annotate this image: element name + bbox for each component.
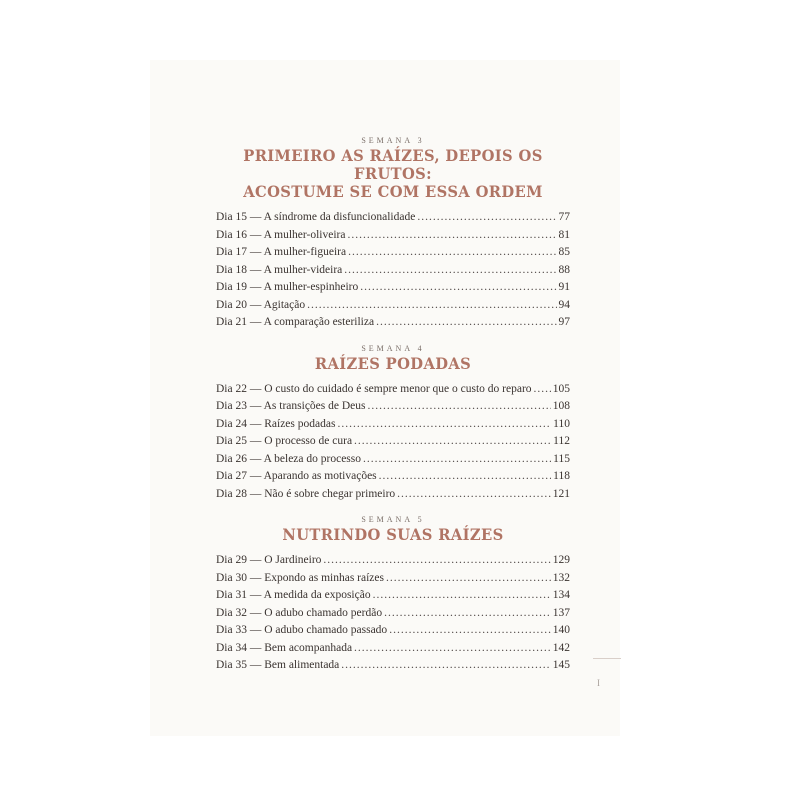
toc-entry: [216, 657, 570, 675]
week-section: [216, 136, 570, 332]
toc-entry-title: A mulher-espinheiro: [263, 281, 359, 293]
toc-entry-page: 129: [552, 554, 570, 566]
toc-entry: [216, 468, 570, 486]
toc-entry: [216, 570, 570, 588]
toc-entry-day: Dia 32: [216, 606, 247, 619]
toc-entry-dash: —: [246, 487, 265, 500]
toc-entry-page: 145: [552, 659, 570, 671]
toc-entry-text: [216, 314, 374, 332]
toc-entry-day: Dia 20: [216, 298, 247, 311]
week-title-line: PRIMEIRO AS RAÍZES, DEPOIS OS FRUTOS:: [243, 146, 543, 183]
toc-entry-page: 94: [558, 298, 570, 311]
toc-entry-dash: —: [246, 624, 265, 636]
toc-entry-page: 77: [558, 211, 570, 223]
toc-entry: [216, 227, 570, 245]
toc-entry-page: 140: [552, 624, 570, 636]
week-title-line: RAÍZES PODADAS: [314, 353, 472, 373]
toc-entry-title: O processo de cura: [264, 435, 353, 447]
toc-entry: [216, 552, 570, 570]
toc-entry-page: 110: [553, 417, 570, 430]
toc-leader-dots: [386, 570, 551, 588]
toc-entry: [216, 416, 570, 434]
toc-entry-dash: —: [246, 571, 265, 584]
toc-entry-day: Dia 34: [216, 641, 247, 654]
toc-entry-page: 105: [552, 382, 570, 395]
toc-entry-title: A mulher-figueira: [263, 246, 347, 258]
toc-leader-dots: [363, 451, 551, 469]
toc-entry-page: 132: [552, 571, 570, 584]
toc-leader-dots: [341, 657, 550, 675]
toc-entry-text: [216, 416, 335, 434]
toc-entry-day: Dia 29: [216, 554, 247, 566]
toc-entry-text: [216, 570, 384, 588]
week-label: SEMANA 4: [361, 343, 425, 353]
toc-entry: [216, 279, 570, 297]
toc-leader-dots: [373, 587, 551, 605]
toc-leader-dots: [344, 262, 556, 280]
toc-entry-dash: —: [246, 417, 265, 430]
toc-entry: [216, 640, 570, 658]
toc-entry-day: Dia 35: [216, 659, 247, 671]
toc-entry-text: [216, 398, 366, 416]
toc-entry-title: A mulher-videira: [263, 263, 343, 276]
toc-entry: [216, 381, 570, 399]
toc-entry-dash: —: [246, 298, 264, 311]
toc-entry-day: Dia 33: [216, 624, 247, 636]
toc-entry: [216, 605, 570, 623]
toc-entry-page: 108: [552, 400, 570, 412]
toc-entry-dash: —: [246, 281, 264, 293]
toc-entry-day: Dia 21: [216, 316, 247, 328]
toc-entry-dash: —: [246, 263, 264, 276]
toc-entry-dash: —: [246, 659, 265, 671]
toc-entry: [216, 398, 570, 416]
toc-entry-text: [216, 657, 339, 675]
toc-leader-dots: [376, 314, 556, 332]
toc-entry-dash: —: [246, 400, 264, 412]
toc-leader-dots: [360, 279, 556, 297]
toc-entry-day: Dia 22: [216, 382, 247, 395]
toc-entry-page: 142: [552, 641, 570, 654]
toc-entry-day: Dia 24: [216, 417, 247, 430]
toc-entry-title: Não é sobre chegar primeiro: [264, 487, 396, 500]
toc-entry-day: Dia 23: [216, 400, 247, 412]
toc-entry-text: [216, 433, 352, 451]
toc-entry-day: Dia 26: [216, 452, 247, 465]
toc-entry-title: A síndrome da disfuncionalidade: [263, 211, 416, 223]
toc-entry-day: Dia 27: [216, 470, 247, 482]
table-of-contents: [216, 136, 570, 687]
week-title-line: NUTRINDO SUAS RAÍZES: [282, 525, 504, 544]
toc-leader-dots: [348, 244, 556, 262]
toc-leader-dots: [337, 416, 551, 434]
toc-entry-title: A beleza do processo: [263, 452, 362, 465]
toc-entry-page: 91: [558, 281, 570, 293]
toc-entry-title: As transições de Deus: [263, 400, 366, 412]
toc-entry-day: Dia 15: [216, 211, 247, 223]
toc-entry-day: Dia 30: [216, 571, 247, 584]
toc-entry-dash: —: [246, 211, 264, 223]
toc-leader-dots: [534, 381, 551, 399]
toc-leader-dots: [397, 486, 551, 504]
toc-entry-text: [216, 227, 345, 245]
toc-entry: [216, 622, 570, 640]
toc-leader-dots: [354, 640, 551, 658]
toc-entry-title: Bem acompanhada: [264, 641, 353, 654]
toc-entry-title: O adubo chamado perdão: [264, 606, 383, 619]
toc-leader-dots: [347, 227, 556, 245]
toc-entry-page: 112: [553, 435, 570, 447]
toc-leader-dots: [379, 468, 552, 486]
toc-entry: [216, 587, 570, 605]
toc-leader-dots: [384, 605, 551, 623]
toc-entry: [216, 262, 570, 280]
toc-entry-list: [216, 381, 570, 504]
toc-entry-page: 85: [558, 246, 570, 258]
toc-entry-day: Dia 25: [216, 435, 247, 447]
toc-entry-page: 81: [558, 228, 570, 241]
toc-entry-text: [216, 622, 387, 640]
toc-entry-page: 137: [552, 606, 570, 619]
toc-entry-dash: —: [246, 316, 264, 328]
toc-leader-dots: [307, 297, 556, 315]
toc-entry-dash: —: [246, 641, 265, 654]
toc-entry-page: 134: [552, 589, 570, 601]
toc-entry-day: Dia 16: [216, 228, 247, 241]
toc-entry-list: [216, 552, 570, 675]
toc-entry-dash: —: [246, 246, 264, 258]
toc-entry-title: Agitação: [263, 298, 306, 311]
toc-entry: [216, 209, 570, 227]
week-section: [216, 344, 570, 504]
page-folio: I: [597, 678, 600, 688]
toc-entry-text: [216, 605, 382, 623]
toc-entry-dash: —: [246, 452, 264, 465]
toc-leader-dots: [389, 622, 551, 640]
toc-entry-dash: —: [246, 382, 265, 395]
week-section: [216, 515, 570, 675]
toc-entry: [216, 297, 570, 315]
toc-entry-title: A medida da exposição: [263, 589, 371, 601]
toc-entry-dash: —: [246, 554, 265, 566]
toc-entry: [216, 486, 570, 504]
toc-entry-page: 121: [552, 487, 570, 500]
toc-entry-page: 118: [553, 470, 570, 482]
toc-entry-text: [216, 279, 358, 297]
toc-entry-title: Raízes podadas: [264, 417, 336, 430]
toc-entry-dash: —: [246, 228, 264, 241]
toc-entry-title: A mulher-oliveira: [263, 228, 346, 241]
toc-leader-dots: [323, 552, 550, 570]
toc-entry: [216, 433, 570, 451]
week-title-line: ACOSTUME SE COM ESSA ORDEM: [243, 182, 543, 201]
toc-entry-text: [216, 486, 395, 504]
toc-entry: [216, 451, 570, 469]
toc-entry: [216, 244, 570, 262]
toc-entry-title: O Jardineiro: [264, 554, 322, 566]
toc-entry-text: [216, 262, 342, 280]
week-label: SEMANA 5: [361, 515, 425, 524]
toc-entry-page: 88: [558, 263, 570, 276]
page-corner-mark: [593, 658, 621, 659]
toc-entry-day: Dia 17: [216, 246, 247, 258]
toc-entry-text: [216, 640, 352, 658]
toc-entry-title: O adubo chamado passado: [264, 624, 388, 636]
toc-entry-day: Dia 19: [216, 281, 247, 293]
toc-entry-page: 115: [553, 452, 570, 465]
toc-entry-text: [216, 381, 532, 399]
toc-entry-dash: —: [246, 470, 264, 482]
toc-entry-text: [216, 468, 377, 486]
toc-entry-day: Dia 18: [216, 263, 247, 276]
toc-entry-text: [216, 451, 361, 469]
toc-entry-text: [216, 552, 321, 570]
toc-entry-day: Dia 28: [216, 487, 247, 500]
week-title: [230, 147, 556, 201]
toc-entry-dash: —: [246, 606, 265, 619]
toc-entry-day: Dia 31: [216, 589, 247, 601]
toc-leader-dots: [417, 209, 556, 227]
toc-entry-text: [216, 209, 415, 227]
toc-entry-list: [216, 209, 570, 332]
week-title: [230, 355, 556, 373]
toc-entry-dash: —: [246, 435, 265, 447]
toc-entry-text: [216, 244, 346, 262]
week-title: [230, 526, 556, 544]
toc-entry-dash: —: [246, 589, 264, 601]
toc-leader-dots: [368, 398, 551, 416]
toc-leader-dots: [354, 433, 551, 451]
toc-entry-title: Aparando as motivações: [263, 470, 377, 482]
toc-entry-text: [216, 587, 371, 605]
toc-entry-title: Expondo as minhas raízes: [264, 571, 384, 584]
toc-entry-text: [216, 297, 305, 315]
toc-entry: [216, 314, 570, 332]
week-label: SEMANA 3: [361, 136, 425, 145]
toc-entry-page: 97: [558, 316, 570, 328]
toc-entry-title: Bem alimentada: [264, 659, 340, 671]
toc-entry-title: O custo do cuidado é sempre menor que o custo do reparo: [264, 382, 532, 395]
toc-entry-title: A comparação esteriliza: [263, 316, 375, 328]
